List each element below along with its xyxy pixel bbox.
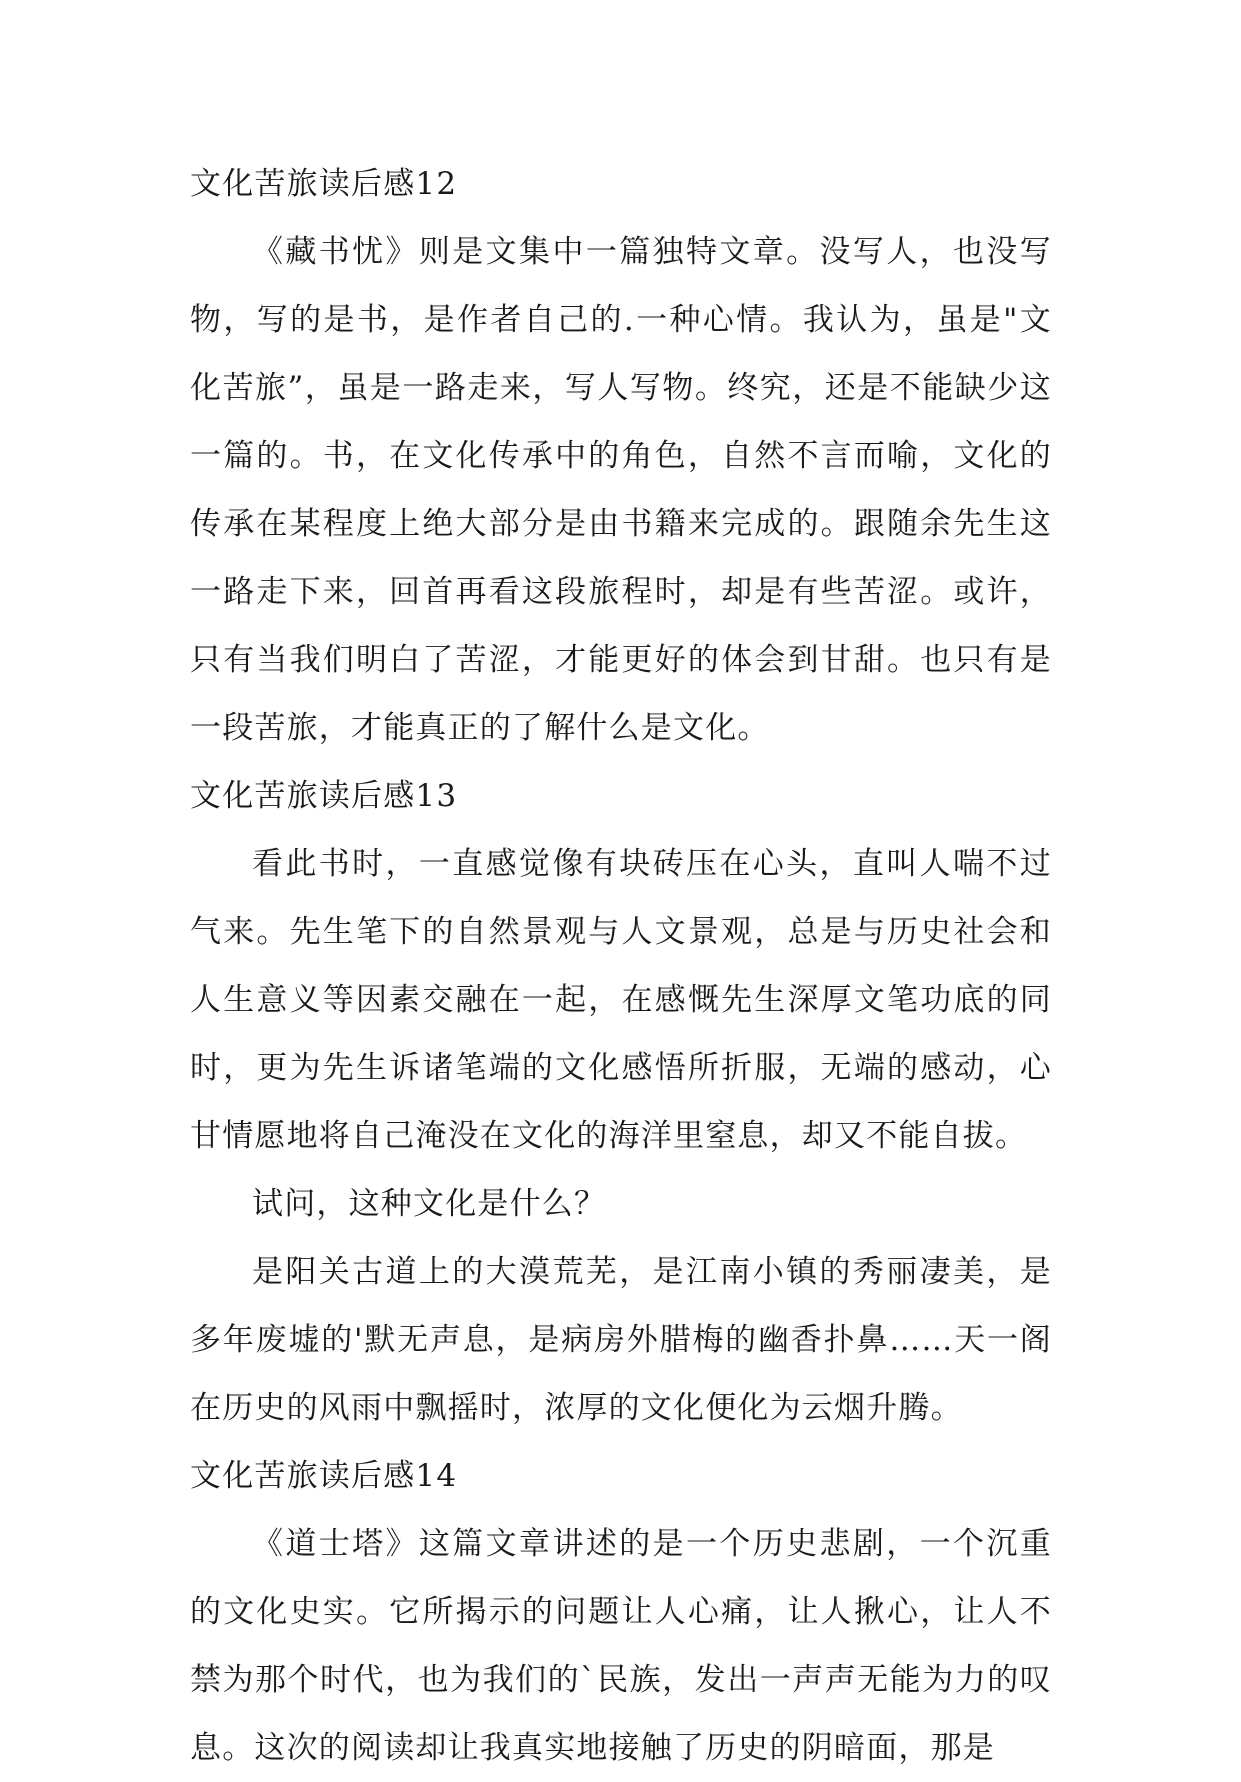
section-heading: 文化苦旅读后感13 xyxy=(190,778,458,814)
document-page xyxy=(190,150,1052,1782)
section-14 xyxy=(190,1442,1052,1782)
section-12 xyxy=(190,150,1052,762)
paragraph: 试问，这种文化是什么？ xyxy=(252,1186,607,1222)
paragraph: 《道士塔》这篇文章讲述的是一个历史悲剧，一个沉重的文化史实。它所揭示的问题让人心痛，让人揪心，让人不禁为那个时代，也为我们的`民族，发出一声声无能为力的叹息。这次的阅读却让我真实地接触了历史的阴暗面，那是 xyxy=(190,1526,1052,1766)
section-13 xyxy=(190,762,1052,1442)
paragraph: 看此书时，一直感觉像有块砖压在心头，直叫人喘不过气来。先生笔下的自然景观与人文景观，总是与历史社会和人生意义等因素交融在一起，在感慨先生深厚文笔功底的同时，更为先生诉诸笔端的文化感悟所折服，无端的感动，心甘情愿地将自己淹没在文化的海洋里窒息，却又不能自拔。 xyxy=(190,846,1052,1154)
section-heading: 文化苦旅读后感12 xyxy=(190,166,458,202)
paragraph: 是阳关古道上的大漠荒芜，是江南小镇的秀丽凄美，是多年废墟的'默无声息，是病房外腊梅的幽香扑鼻……天一阁在历史的风雨中飘摇时，浓厚的文化便化为云烟升腾。 xyxy=(190,1254,1052,1426)
paragraph: 《藏书忧》则是文集中一篇独特文章。没写人，也没写物，写的是书，是作者自己的.一种心情。我认为，虽是"文化苦旅”，虽是一路走来，写人写物。终究，还是不能缺少这一篇的。书，在文化传承中的角色，自然不言而喻，文化的传承在某程度上绝大部分是由书籍来完成的。跟随余先生这一路走下来，回首再看这段旅程时，却是有些苦涩。或许，只有当我们明白了苦涩，才能更好的体会到甘甜。也只有是一段苦旅，才能真正的了解什么是文化。 xyxy=(190,234,1052,746)
section-heading: 文化苦旅读后感14 xyxy=(190,1458,458,1494)
